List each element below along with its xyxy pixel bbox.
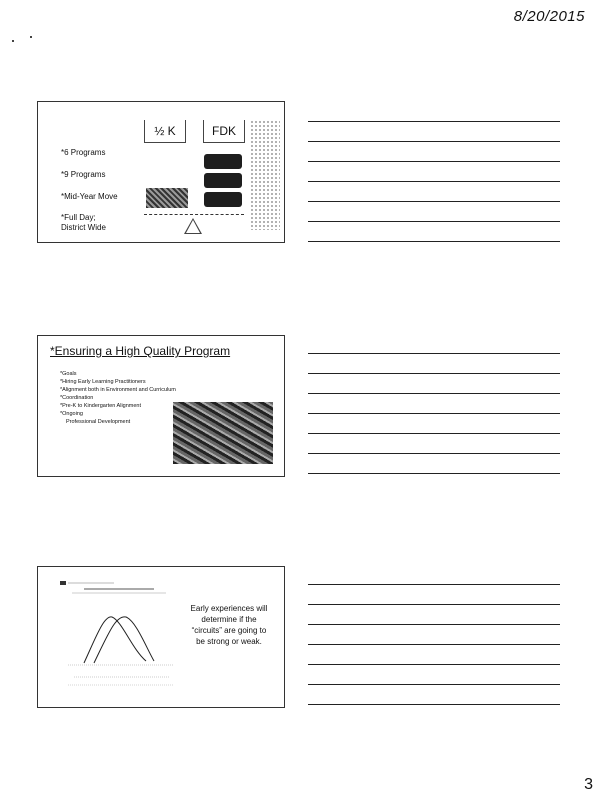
notes-lines-1 [308, 121, 560, 261]
slide-thumbnail-2 [37, 335, 285, 477]
list-item: *Goals [60, 371, 77, 377]
list-item: Professional Development [66, 419, 131, 425]
brain-development-chart [54, 577, 182, 689]
children-photo [173, 402, 273, 464]
notes-lines-3 [308, 584, 560, 724]
bullet-full-day: *Full Day; [61, 213, 96, 222]
half-k-tab: ½ K [144, 120, 186, 143]
dotted-texture [250, 120, 280, 230]
slide-bullet-list [60, 370, 176, 426]
dark-block-1 [204, 154, 242, 169]
list-item: *Hiring Early Learning Practitioners [60, 379, 146, 385]
classroom-photo [146, 188, 188, 208]
bullet-district-wide: District Wide [61, 223, 106, 232]
list-item: *Pre-K to Kindergarten Alignment [60, 403, 142, 409]
fdk-tab: FDK [203, 120, 245, 143]
fulcrum-triangle-icon [184, 218, 202, 234]
notes-lines-2 [308, 353, 560, 493]
slide-thumbnail-1 [37, 101, 285, 243]
slide-title: *Ensuring a High Quality Program [50, 344, 231, 358]
list-item: *Ongoing [60, 411, 83, 417]
list-item: *Coordination [60, 395, 94, 401]
slide-thumbnail-3 [37, 566, 285, 708]
list-item: *Alignment both in Environment and Curriculum [60, 387, 176, 393]
bullet-9-programs: *9 Programs [61, 170, 106, 179]
scan-speck [12, 40, 14, 42]
dark-block-3 [204, 192, 242, 207]
bullet-6-programs: *6 Programs [61, 148, 106, 157]
balance-beam [144, 214, 244, 215]
dark-block-2 [204, 173, 242, 188]
page-number: 3 [584, 776, 593, 793]
bullet-mid-year-move: *Mid-Year Move [61, 192, 118, 201]
slide-caption: Early experiences will determine if the “circuits” are going to be strong or weak. [190, 604, 268, 646]
scan-speck [30, 36, 32, 38]
date-stamp: 8/20/2015 [513, 8, 585, 25]
